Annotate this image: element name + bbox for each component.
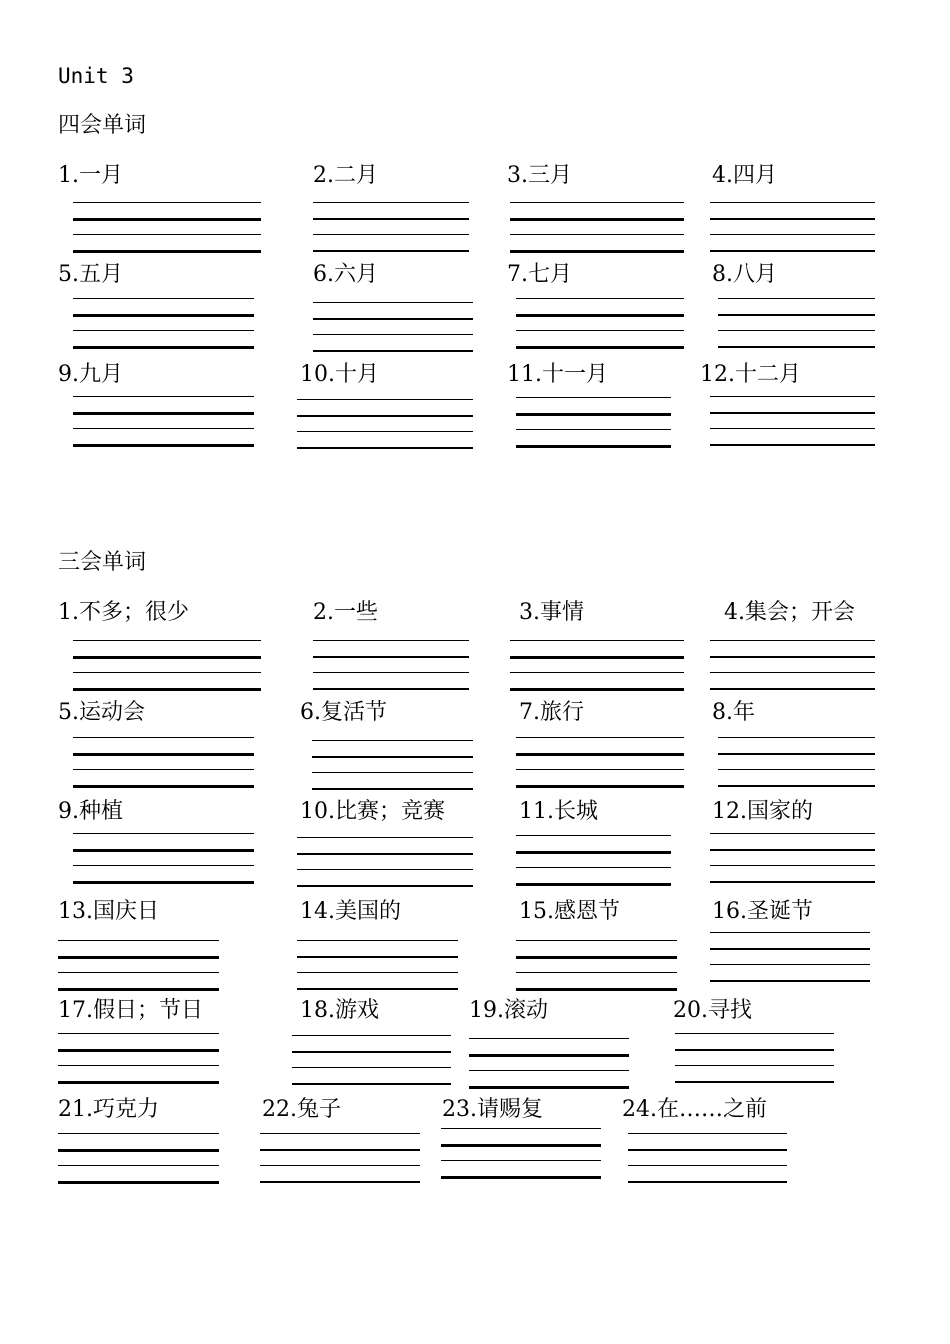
writing-line xyxy=(441,1176,601,1179)
writing-lines[interactable] xyxy=(516,298,684,350)
writing-line xyxy=(469,1038,629,1039)
writing-line xyxy=(516,769,684,770)
writing-line xyxy=(73,672,261,673)
writing-line xyxy=(516,753,684,756)
writing-lines[interactable] xyxy=(516,940,677,992)
writing-line xyxy=(710,202,875,203)
writing-lines[interactable] xyxy=(710,202,875,254)
word-label: 1.不多；很少 xyxy=(58,600,189,625)
writing-line xyxy=(516,429,671,430)
writing-line xyxy=(73,412,254,415)
writing-line xyxy=(710,980,870,982)
writing-line xyxy=(710,412,875,414)
word-label: 12.十二月 xyxy=(700,362,801,387)
word-label: 3.三月 xyxy=(507,163,572,188)
writing-line xyxy=(73,865,254,866)
writing-line xyxy=(58,1165,219,1166)
writing-line xyxy=(675,1081,834,1083)
writing-line xyxy=(516,413,671,416)
writing-line xyxy=(58,940,219,941)
writing-line xyxy=(58,1181,219,1184)
writing-line xyxy=(58,1081,219,1084)
writing-lines[interactable] xyxy=(516,397,671,449)
writing-lines[interactable] xyxy=(73,640,261,692)
writing-line xyxy=(469,1054,629,1057)
word-label: 11.长城 xyxy=(519,799,598,824)
writing-line xyxy=(73,218,261,221)
writing-line xyxy=(260,1133,420,1134)
writing-line xyxy=(73,753,254,756)
writing-line xyxy=(710,250,875,252)
writing-line xyxy=(710,396,875,397)
writing-lines[interactable] xyxy=(710,932,870,984)
writing-line xyxy=(297,988,458,990)
writing-line xyxy=(73,234,261,235)
word-label: 22.兔子 xyxy=(262,1097,341,1122)
writing-lines[interactable] xyxy=(313,302,473,354)
section-title-four-skill: 四会单词 xyxy=(58,113,147,138)
word-label: 13.国庆日 xyxy=(58,899,159,924)
writing-line xyxy=(516,851,671,854)
writing-line xyxy=(718,737,875,738)
writing-line xyxy=(73,785,254,788)
writing-line xyxy=(516,988,677,991)
writing-line xyxy=(718,314,875,316)
writing-line xyxy=(297,431,473,432)
writing-lines[interactable] xyxy=(510,640,684,692)
writing-lines[interactable] xyxy=(710,833,875,885)
word-label: 24.在……之前 xyxy=(622,1097,767,1122)
writing-lines[interactable] xyxy=(469,1038,629,1090)
writing-lines[interactable] xyxy=(297,940,458,992)
writing-line xyxy=(292,1083,451,1085)
word-label: 1.一月 xyxy=(58,163,123,188)
writing-line xyxy=(718,753,875,755)
writing-lines[interactable] xyxy=(297,399,473,451)
writing-line xyxy=(58,1133,219,1134)
writing-line xyxy=(510,688,684,691)
writing-line xyxy=(510,656,684,659)
writing-line xyxy=(469,1086,629,1089)
writing-line xyxy=(516,940,677,941)
writing-lines[interactable] xyxy=(58,1133,219,1185)
writing-line xyxy=(297,853,473,855)
writing-line xyxy=(292,1035,451,1036)
writing-line xyxy=(297,940,458,941)
writing-lines[interactable] xyxy=(313,202,469,254)
writing-line xyxy=(441,1144,601,1147)
writing-line xyxy=(73,346,254,349)
writing-line xyxy=(58,1065,219,1066)
word-label: 3.事情 xyxy=(519,600,584,625)
writing-lines[interactable] xyxy=(441,1128,601,1180)
word-label: 6.六月 xyxy=(313,262,378,287)
writing-line xyxy=(510,234,684,235)
writing-line xyxy=(292,1051,451,1053)
writing-lines[interactable] xyxy=(628,1133,787,1185)
writing-line xyxy=(710,849,875,851)
writing-line xyxy=(628,1165,787,1166)
writing-line xyxy=(313,688,469,690)
writing-line xyxy=(58,956,219,959)
unit-title: Unit 3 xyxy=(58,64,134,88)
writing-line xyxy=(710,234,875,235)
writing-line xyxy=(441,1128,601,1129)
writing-line xyxy=(675,1033,834,1034)
writing-line xyxy=(313,218,469,220)
writing-line xyxy=(675,1049,834,1051)
writing-line xyxy=(516,445,671,448)
writing-line xyxy=(510,672,684,673)
word-label: 7.旅行 xyxy=(519,700,584,725)
word-label: 17.假日；节日 xyxy=(58,998,203,1023)
writing-lines[interactable] xyxy=(313,640,469,692)
writing-line xyxy=(260,1181,420,1183)
writing-line xyxy=(516,397,671,398)
writing-line xyxy=(469,1070,629,1071)
writing-line xyxy=(73,656,261,659)
word-label: 10.十月 xyxy=(300,362,379,387)
writing-line xyxy=(73,737,254,738)
writing-line xyxy=(313,318,473,320)
writing-lines[interactable] xyxy=(73,737,254,789)
writing-lines[interactable] xyxy=(73,202,261,254)
word-label: 23.请赐复 xyxy=(442,1097,543,1122)
writing-line xyxy=(510,202,684,203)
writing-line xyxy=(58,1049,219,1052)
writing-line xyxy=(73,314,254,317)
writing-line xyxy=(313,234,469,235)
writing-line xyxy=(675,1065,834,1066)
writing-line xyxy=(710,428,875,429)
writing-line xyxy=(297,447,473,449)
writing-line xyxy=(313,334,473,335)
word-label: 9.种植 xyxy=(58,799,123,824)
writing-line xyxy=(516,298,684,299)
writing-line xyxy=(718,330,875,331)
writing-line xyxy=(628,1181,787,1183)
writing-lines[interactable] xyxy=(516,737,684,789)
writing-line xyxy=(73,833,254,834)
word-label: 21.巧克力 xyxy=(58,1097,159,1122)
writing-lines[interactable] xyxy=(73,396,254,448)
writing-line xyxy=(516,346,684,349)
writing-line xyxy=(297,956,458,958)
writing-line xyxy=(292,1067,451,1068)
word-label: 19.滚动 xyxy=(469,998,548,1023)
word-label: 2.二月 xyxy=(313,163,378,188)
writing-line xyxy=(58,972,219,973)
writing-line xyxy=(297,399,473,400)
writing-line xyxy=(313,250,469,252)
writing-line xyxy=(510,640,684,641)
writing-line xyxy=(297,972,458,973)
writing-line xyxy=(73,298,254,299)
writing-line xyxy=(313,202,469,203)
writing-line xyxy=(710,833,875,834)
writing-lines[interactable] xyxy=(292,1035,451,1087)
writing-line xyxy=(313,640,469,641)
writing-line xyxy=(313,672,469,673)
word-label: 16.圣诞节 xyxy=(712,899,813,924)
word-label: 20.寻找 xyxy=(673,998,752,1023)
writing-line xyxy=(73,640,261,641)
writing-line xyxy=(710,444,875,446)
writing-line xyxy=(73,444,254,447)
writing-line xyxy=(58,988,219,991)
writing-line xyxy=(73,396,254,397)
word-label: 7.七月 xyxy=(507,262,572,287)
writing-line xyxy=(710,672,875,673)
writing-lines[interactable] xyxy=(510,202,684,254)
writing-line xyxy=(710,218,875,220)
writing-line xyxy=(313,656,469,658)
writing-line xyxy=(718,785,875,787)
writing-line xyxy=(260,1149,420,1151)
word-label: 11.十一月 xyxy=(507,362,608,387)
writing-line xyxy=(441,1160,601,1161)
writing-line xyxy=(710,688,875,690)
word-label: 14.美国的 xyxy=(300,899,401,924)
writing-line xyxy=(312,756,473,758)
writing-line xyxy=(73,769,254,770)
writing-line xyxy=(297,837,473,838)
writing-line xyxy=(710,881,875,883)
writing-line xyxy=(710,656,875,658)
writing-line xyxy=(312,740,473,741)
word-label: 8.年 xyxy=(712,700,755,725)
writing-lines[interactable] xyxy=(710,396,875,448)
writing-line xyxy=(260,1165,420,1166)
writing-line xyxy=(628,1149,787,1151)
writing-line xyxy=(516,737,684,738)
writing-lines[interactable] xyxy=(58,940,219,992)
writing-line xyxy=(718,769,875,770)
writing-line xyxy=(313,302,473,303)
writing-line xyxy=(297,885,473,887)
writing-line xyxy=(58,1149,219,1152)
writing-line xyxy=(710,932,870,933)
writing-line xyxy=(628,1133,787,1134)
writing-lines[interactable] xyxy=(718,298,875,350)
writing-lines[interactable] xyxy=(260,1133,420,1185)
writing-line xyxy=(297,869,473,870)
writing-line xyxy=(73,250,261,253)
writing-line xyxy=(710,640,875,641)
writing-lines[interactable] xyxy=(675,1033,834,1085)
word-label: 9.九月 xyxy=(58,362,123,387)
writing-line xyxy=(516,314,684,317)
writing-lines[interactable] xyxy=(710,640,875,692)
writing-line xyxy=(510,218,684,221)
writing-lines[interactable] xyxy=(516,835,671,887)
writing-lines[interactable] xyxy=(73,298,254,350)
writing-lines[interactable] xyxy=(312,740,473,792)
word-label: 5.五月 xyxy=(58,262,123,287)
writing-line xyxy=(73,202,261,203)
writing-line xyxy=(73,688,261,691)
word-label: 4.集会；开会 xyxy=(724,600,855,625)
writing-line xyxy=(312,788,473,790)
writing-line xyxy=(73,428,254,429)
writing-line xyxy=(710,865,875,866)
writing-line xyxy=(312,772,473,773)
word-label: 5.运动会 xyxy=(58,700,145,725)
word-label: 8.八月 xyxy=(712,262,777,287)
section-title-three-skill: 三会单词 xyxy=(58,550,147,575)
writing-line xyxy=(516,785,684,788)
word-label: 2.一些 xyxy=(313,600,378,625)
writing-line xyxy=(710,964,870,965)
writing-lines[interactable] xyxy=(718,737,875,789)
writing-line xyxy=(73,849,254,852)
writing-line xyxy=(710,948,870,950)
writing-line xyxy=(718,346,875,348)
word-label: 10.比赛；竞赛 xyxy=(300,799,445,824)
writing-line xyxy=(516,835,671,836)
writing-line xyxy=(73,330,254,331)
word-label: 6.复活节 xyxy=(300,700,387,725)
word-label: 12.国家的 xyxy=(712,799,813,824)
writing-line xyxy=(510,250,684,253)
writing-lines[interactable] xyxy=(58,1033,219,1085)
writing-line xyxy=(516,972,677,973)
word-label: 15.感恩节 xyxy=(519,899,620,924)
writing-lines[interactable] xyxy=(297,837,473,889)
writing-line xyxy=(58,1033,219,1034)
word-label: 4.四月 xyxy=(712,163,777,188)
writing-line xyxy=(516,330,684,331)
writing-line xyxy=(297,415,473,417)
word-label: 18.游戏 xyxy=(300,998,379,1023)
writing-line xyxy=(516,883,671,886)
writing-line xyxy=(516,956,677,959)
writing-line xyxy=(73,881,254,884)
writing-lines[interactable] xyxy=(73,833,254,885)
writing-line xyxy=(516,867,671,868)
writing-line xyxy=(718,298,875,299)
writing-line xyxy=(313,350,473,352)
